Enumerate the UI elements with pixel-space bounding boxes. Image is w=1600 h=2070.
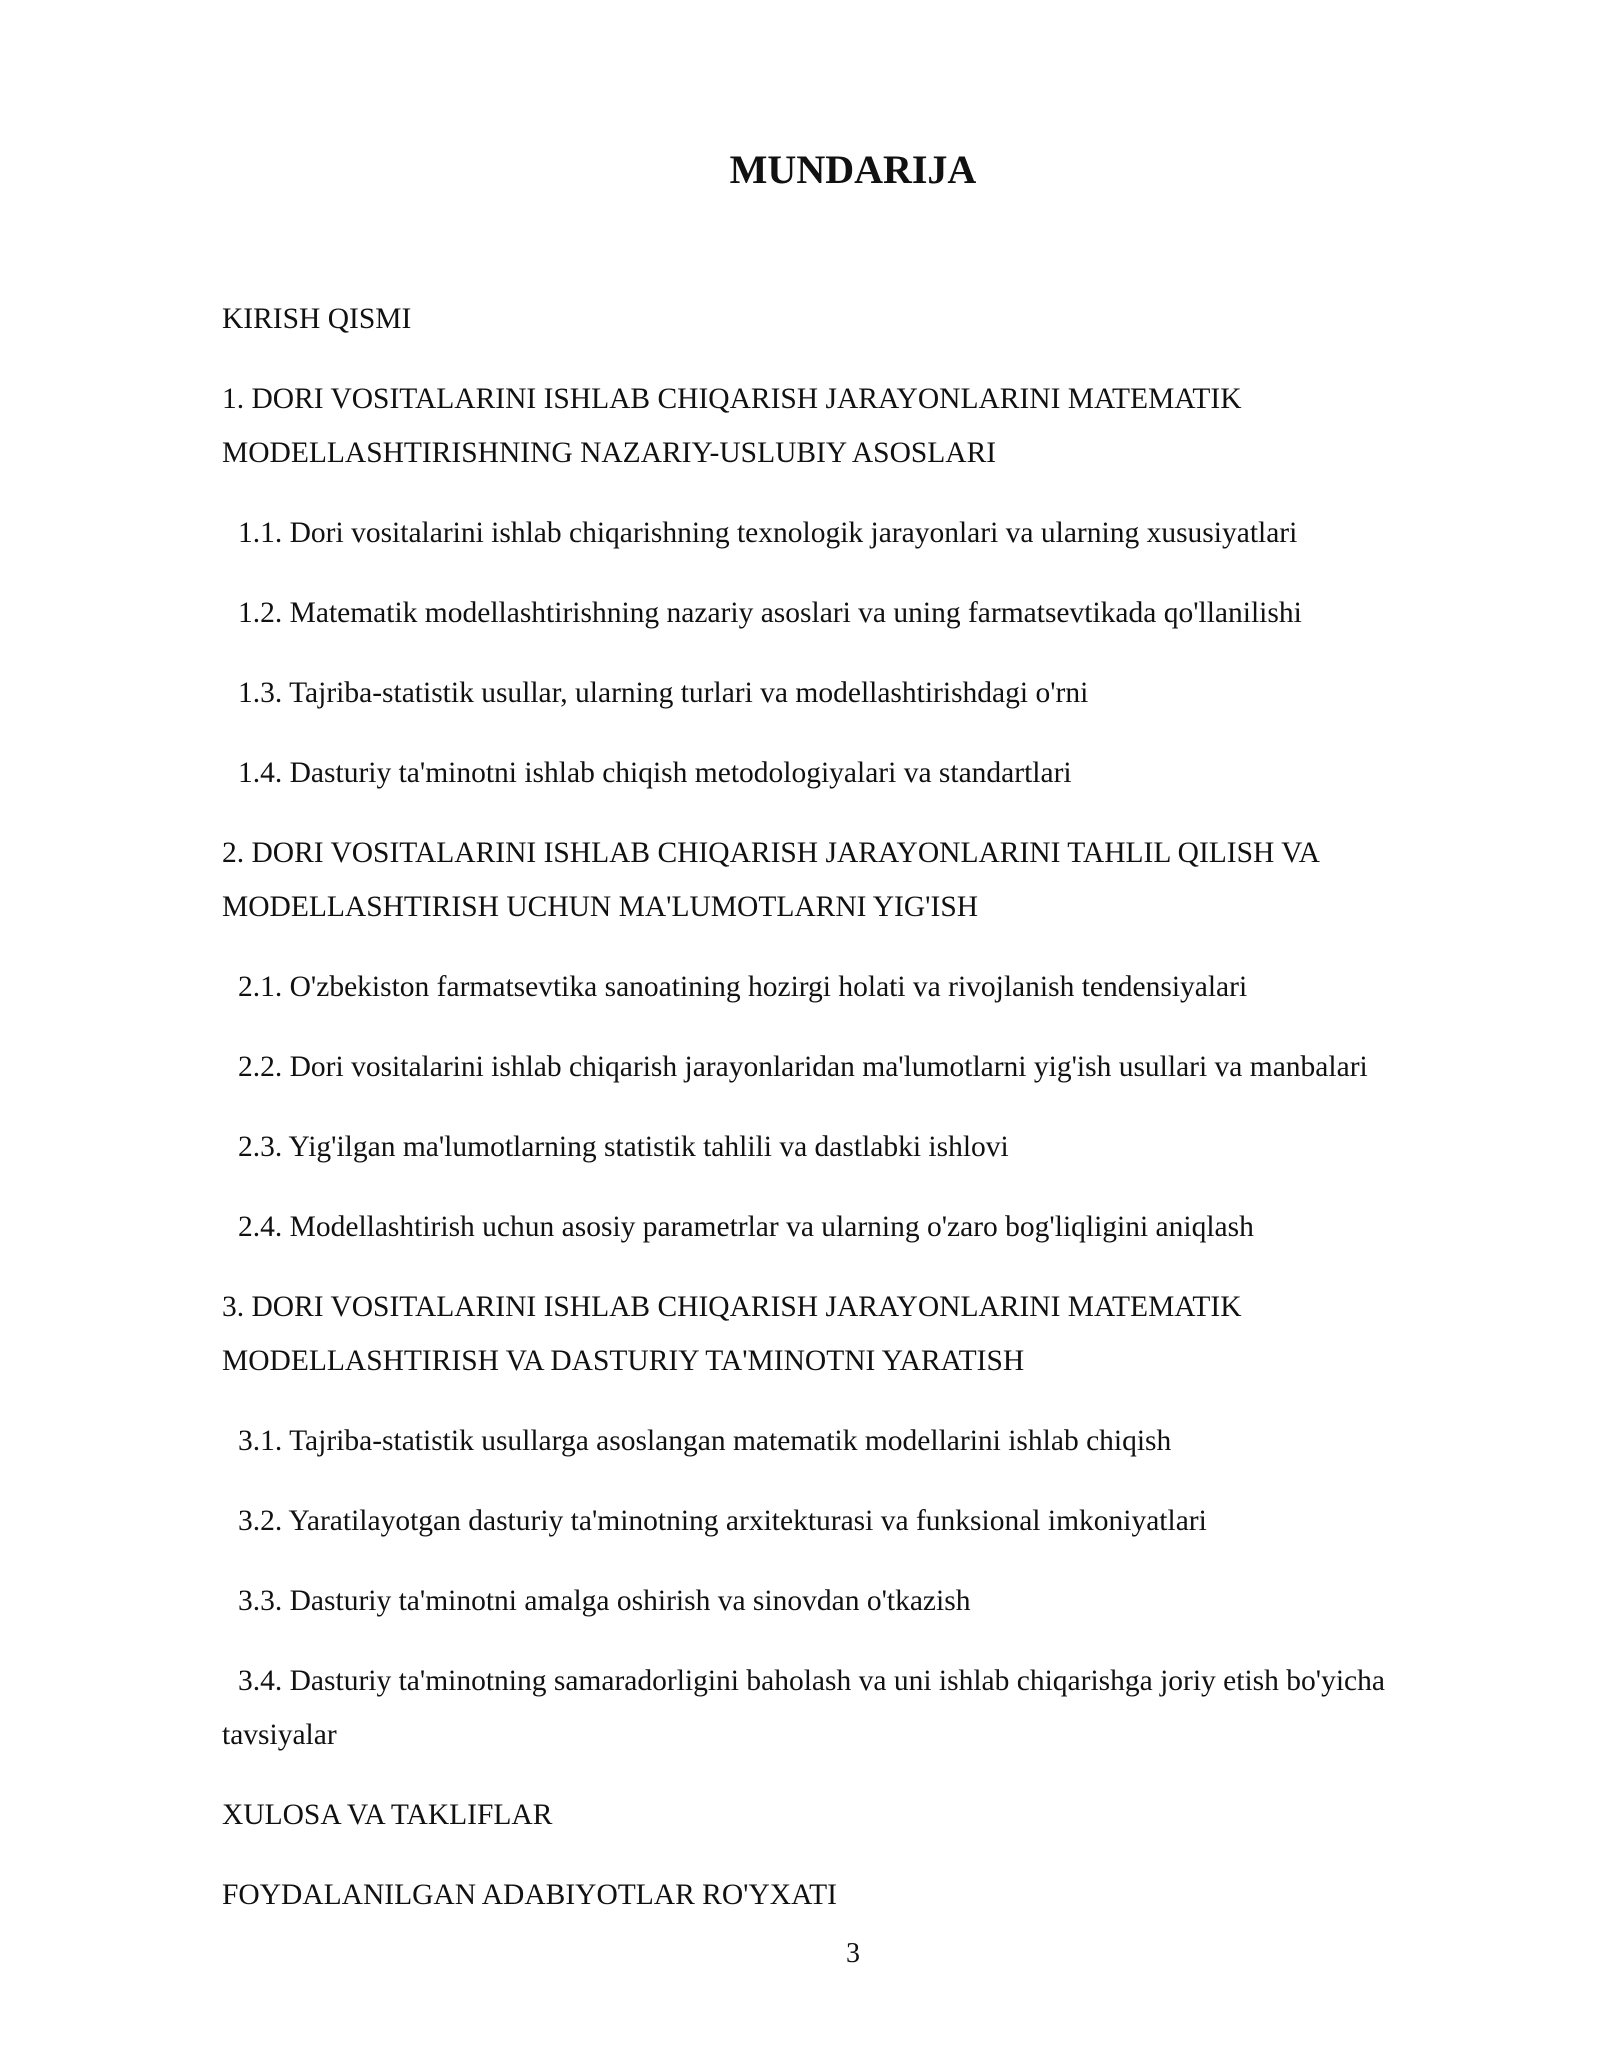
toc-section-1-1: 1.1. Dori vositalarini ishlab chiqarishning texnologik jarayonlari va ularning xususiyatlari — [238, 517, 1298, 549]
toc-chapter-2: 2. DORI VOSITALARINI ISHLAB CHIQARISH JARAYONLARINI TAHLIL QILISH VA MODELLASHTIRISH UCHUN MA'LUMOTLARNI YIG'ISH — [222, 837, 1319, 923]
toc-section-2-1: 2.1. O'zbekiston farmatsevtika sanoatining hozirgi holati va rivojlanish tendensiyalari — [238, 971, 1248, 1003]
page-number: 3 — [846, 1938, 860, 1969]
toc-section-1-4: 1.4. Dasturiy ta'minotni ishlab chiqish metodologiyalari va standartlari — [238, 757, 1072, 789]
toc-section-1-2: 1.2. Matematik modellashtirishning nazariy asoslari va uning farmatsevtikada qo'llanilishi — [238, 597, 1302, 629]
toc-chapter-3: 3. DORI VOSITALARINI ISHLAB CHIQARISH JARAYONLARINI MATEMATIK MODELLASHTIRISH VA DASTURIY TA'MINOTNI YARATISH — [222, 1291, 1242, 1377]
toc-section-3-1: 3.1. Tajriba-statistik usullarga asoslangan matematik modellarini ishlab chiqish — [238, 1425, 1172, 1457]
toc-section-2-3: 2.3. Yig'ilgan ma'lumotlarning statistik tahlili va dastlabki ishlovi — [238, 1131, 1009, 1163]
page-title: MUNDARIJA — [729, 147, 977, 192]
toc-section-3-3: 3.3. Dasturiy ta'minotni amalga oshirish va sinovdan o'tkazish — [238, 1585, 971, 1617]
toc-section-3-2: 3.2. Yaratilayotgan dasturiy ta'minotning arxitekturasi va funksional imkoniyatlari — [238, 1505, 1207, 1537]
toc-entry-intro: KIRISH QISMI — [222, 303, 412, 335]
toc-entry-references: FOYDALANILGAN ADABIYOTLAR RO'YXATI — [222, 1879, 837, 1911]
toc-section-2-2: 2.2. Dori vositalarini ishlab chiqarish jarayonlaridan ma'lumotlarni yig'ish usullari va manbalari — [238, 1051, 1368, 1083]
toc-chapter-1: 1. DORI VOSITALARINI ISHLAB CHIQARISH JARAYONLARINI MATEMATIK MODELLASHTIRISHNING NAZARIY-USLUBIY ASOSLARI — [222, 383, 1242, 469]
toc-section-1-3: 1.3. Tajriba-statistik usullar, ularning turlari va modellashtirishdagi o'rni — [238, 677, 1089, 709]
toc-entry-conclusion: XULOSA VA TAKLIFLAR — [222, 1799, 553, 1831]
table-of-contents — [222, 292, 1462, 1948]
toc-section-3-4: 3.4. Dasturiy ta'minotning samaradorligini baholash va uni ishlab chiqarishga joriy etish bo'yicha tavsiyalar — [222, 1665, 1385, 1751]
toc-section-2-4: 2.4. Modellashtirish uchun asosiy parametrlar va ularning o'zaro bog'liqligini aniqlash — [238, 1211, 1254, 1243]
